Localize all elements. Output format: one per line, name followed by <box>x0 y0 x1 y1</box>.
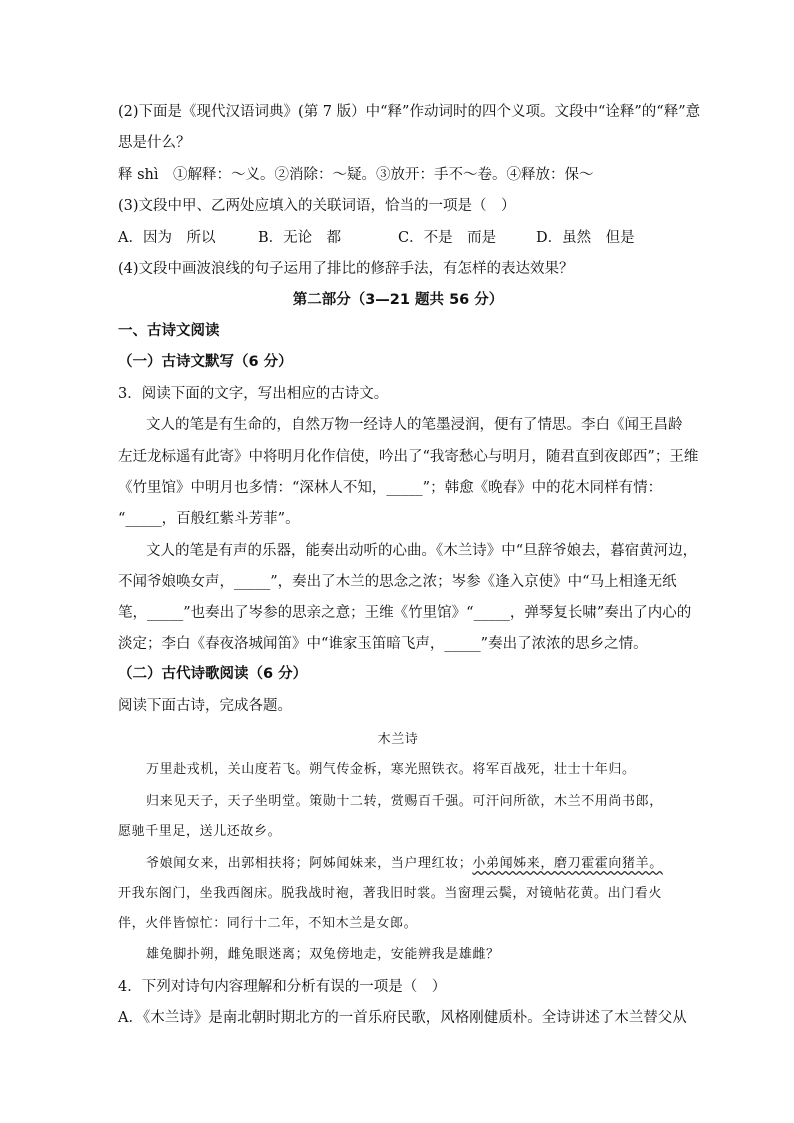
subsection-1-title: （一）古诗文默写（6 分） <box>118 354 293 370</box>
poem-title: 木兰诗 <box>377 732 419 747</box>
wavy-underlined-sentence: 小弟闻姊来，磨刀霍霍向猪羊。 <box>472 856 663 871</box>
poem-paragraph-2-line-1: 归来见天子，天子坐明堂。策勋十二转，赏赐百千强。可汗问所欲，木兰不用尚书郎， <box>146 794 663 809</box>
poem-paragraph-1: 万里赴戎机，关山度若飞。朔气传金柝，寒光照铁衣。将军百战死，壮士十年归。 <box>146 762 636 777</box>
poem-p3-plain: 爷娘闻女来，出郭相扶将；阿姊闻妹来，当户理红妆； <box>146 856 473 871</box>
poem-paragraph-2-line-2: 愿驰千里足，送儿还故乡。 <box>118 824 282 839</box>
part-2-title: 第二部分（3—21 题共 56 分） <box>292 292 504 308</box>
poem-intro: 阅读下面古诗，完成各题。 <box>118 698 292 714</box>
paragraph-1-line-3: 《竹里馆》中明月也多情：“深林人不知，_____”；韩愈《晚春》中的花木同样有情： <box>118 480 663 496</box>
paragraph-2-line-1: 文人的笔是有声的乐器，能奏出动听的心曲。《木兰诗》中“旦辞爷娘去，暮宿黄河边， <box>146 543 698 559</box>
option-b: B．无论 都 <box>258 230 342 246</box>
option-a: A．因为 所以 <box>118 230 216 246</box>
paragraph-2-line-3: 笔，_____”也奏出了岑参的思亲之意；王维《竹里馆》“_____，弹琴复长啸”奏出了内心的 <box>118 605 692 621</box>
poem-paragraph-3-line-3: 伴，火伴皆惊忙：同行十二年，不知木兰是女郎。 <box>118 916 418 931</box>
section-1-title: 一、古诗文阅读 <box>118 323 220 339</box>
poem-paragraph-3-line-2: 开我东阁门，坐我西阁床。脱我战时袍，著我旧时裳。当窗理云鬓，对镜帖花黄。出门看火 <box>118 886 663 901</box>
option-c: C．不是 而是 <box>398 230 497 246</box>
paragraph-1-line-1: 文人的笔是有生命的，自然万物一经诗人的笔墨浸润，便有了情思。李白《闻王昌龄 <box>146 417 683 433</box>
paragraph-2-line-4: 淡定；李白《春夜洛城闻笛》中“谁家玉笛暗飞声，_____”奏出了浓浓的思乡之情。 <box>118 636 648 652</box>
question-3b-stem: 3．阅读下面的文字，写出相应的古诗文。 <box>118 386 389 402</box>
question-3-stem: (3)文段中甲、乙两处应填入的关联词语，恰当的一项是（ ） <box>118 198 516 214</box>
question-2-line-1: (2)下面是《现代汉语词典》(第 7 版）中“释”作动词时的四个义项。文段中“诠释”的“释”意 <box>118 104 701 120</box>
poem-paragraph-4: 雄兔脚扑朔，雌兔眼迷离；双兔傍地走，安能辨我是雄雌？ <box>146 947 500 962</box>
paragraph-1-line-4: “_____，百般红紫斗芳菲”。 <box>118 511 300 527</box>
poem-paragraph-3-line-1 <box>146 854 678 874</box>
question-4-stem: (4)文段中画波浪线的句子运用了排比的修辞手法，有怎样的表达效果？ <box>118 261 574 277</box>
dictionary-definition: 释 shì ①解释：～义。②消除：～疑。③放开：手不～卷。④释放：保～ <box>118 167 594 183</box>
question-4b-stem: 4．下列对诗句内容理解和分析有误的一项是（ ） <box>118 979 447 995</box>
subsection-2-title: （二）古代诗歌阅读（6 分） <box>118 666 308 682</box>
question-4b-option-a: A．《木兰诗》是南北朝时期北方的一首乐府民歌，风格刚健质朴。全诗讲述了木兰替父从 <box>118 1010 687 1026</box>
paragraph-1-line-2: 左迁龙标遥有此寄》中将明月化作信使，吟出了“我寄愁心与明月，随君直到夜郎西”；王维 <box>118 449 699 465</box>
option-d: D．虽然 但是 <box>536 230 635 246</box>
question-3-options <box>118 228 678 248</box>
paragraph-2-line-2: 不闻爷娘唤女声，_____”，奏出了木兰的思念之浓；岑参《逢入京使》中“马上相逢无纸 <box>118 574 677 590</box>
question-2-line-2: 思是什么？ <box>118 135 191 151</box>
